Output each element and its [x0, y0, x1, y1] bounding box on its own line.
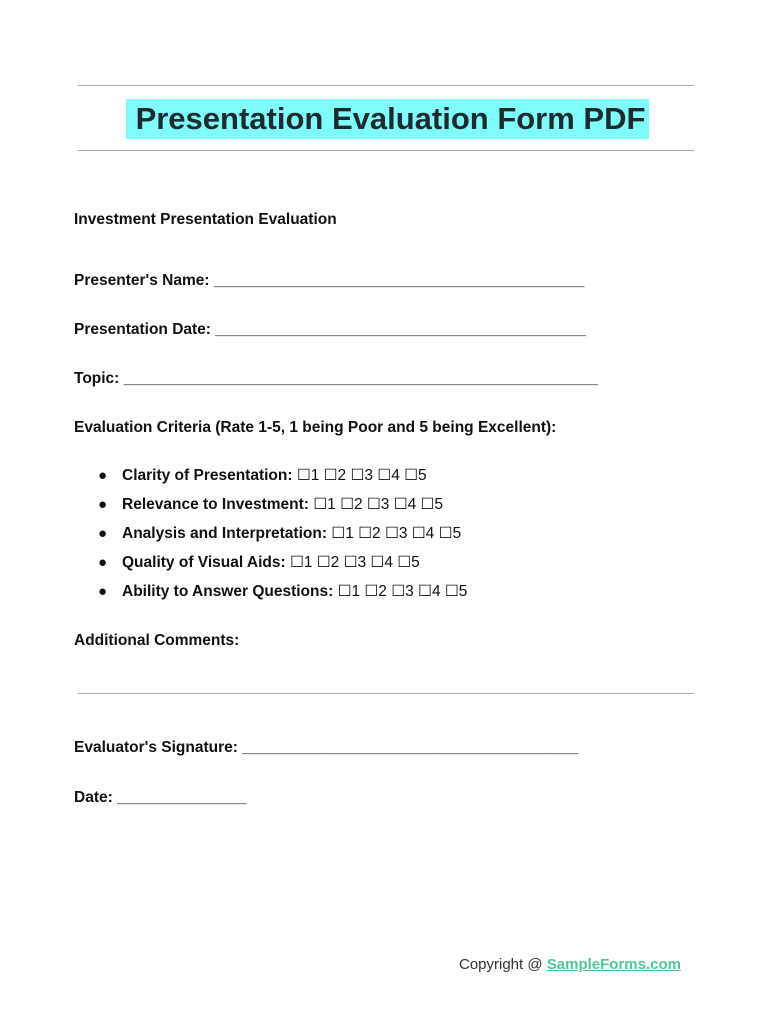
- rating-checkboxes[interactable]: ☐1 ☐2 ☐3 ☐4 ☐5: [331, 525, 462, 542]
- presentation-date-field[interactable]: ___________________________________________: [215, 321, 586, 338]
- criteria-heading: Evaluation Criteria (Rate 1-5, 1 being Poor and 5 being Excellent):: [74, 419, 557, 436]
- date-label: Date:: [74, 789, 113, 806]
- criteria-label: Relevance to Investment:: [122, 496, 309, 513]
- date-field[interactable]: _______________: [117, 789, 247, 806]
- bullet-icon: ●: [98, 496, 108, 513]
- criteria-label: Analysis and Interpretation:: [122, 525, 327, 542]
- signature-label: Evaluator's Signature:: [74, 739, 238, 756]
- presenter-name-field[interactable]: ___________________________________________: [213, 272, 585, 289]
- criteria-label: Clarity of Presentation:: [122, 467, 293, 484]
- bullet-icon: ●: [98, 583, 108, 600]
- top-divider: [78, 85, 694, 86]
- presenter-name-label: Presenter's Name:: [74, 272, 210, 289]
- topic-label: Topic:: [74, 370, 120, 387]
- rating-checkboxes[interactable]: ☐1 ☐2 ☐3 ☐4 ☐5: [296, 467, 427, 484]
- criteria-label: Quality of Visual Aids:: [122, 554, 286, 571]
- copyright-text: Copyright @: [459, 956, 547, 973]
- criteria-label: Ability to Answer Questions:: [122, 583, 334, 600]
- rating-checkboxes[interactable]: ☐1 ☐2 ☐3 ☐4 ☐5: [337, 583, 468, 600]
- copyright-footer: [459, 956, 681, 973]
- bullet-icon: ●: [98, 467, 108, 484]
- date-row: [74, 789, 246, 807]
- bullet-icon: ●: [98, 525, 108, 542]
- brand-link[interactable]: SampleForms.com: [546, 956, 681, 973]
- presentation-date-label: Presentation Date:: [74, 321, 211, 338]
- form-subtitle: Investment Presentation Evaluation: [74, 211, 337, 228]
- signature-field[interactable]: _______________________________________: [242, 739, 579, 756]
- additional-comments-label: Additional Comments:: [74, 632, 240, 649]
- presenter-name-row: [74, 272, 585, 290]
- topic-field[interactable]: _______________________________________________________: [123, 370, 598, 387]
- page-title: Presentation Evaluation Form PDF: [126, 99, 650, 139]
- title-divider: [78, 150, 694, 151]
- rating-checkboxes[interactable]: ☐1 ☐2 ☐3 ☐4 ☐5: [289, 554, 420, 571]
- bullet-icon: ●: [98, 554, 108, 571]
- presentation-date-row: [74, 321, 586, 339]
- signature-row: [74, 739, 578, 757]
- topic-row: [74, 370, 598, 388]
- title-container: [0, 99, 775, 139]
- comments-line[interactable]: [78, 693, 694, 694]
- rating-checkboxes[interactable]: ☐1 ☐2 ☐3 ☐4 ☐5: [313, 496, 444, 513]
